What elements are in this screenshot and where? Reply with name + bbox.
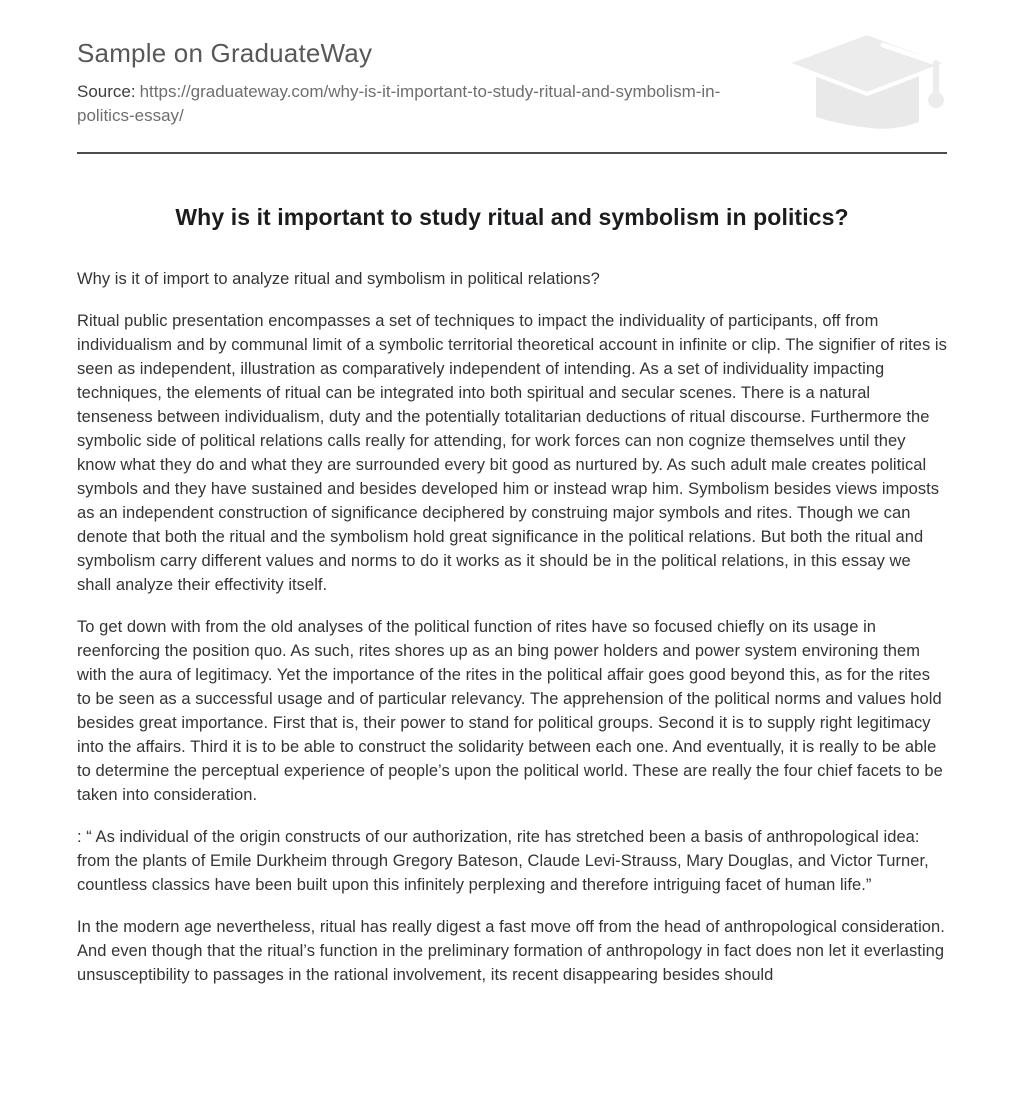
essay-content — [77, 204, 947, 987]
site-title: Sample on GraduateWay — [77, 38, 373, 68]
document-header — [77, 38, 947, 128]
source-label: Source: — [77, 82, 136, 101]
essay-paragraph-political-function: To get down with from the old analyses of the political function of rites have so focused chiefly on its usage in reenforcing the position quo. As such, rites shores up as an bing power holders and power system environing them with the aura of legitimacy. Yet the importance of the rites in the political affair goes good beyond this, as for the rites to be seen as a successful usage and of particular relevancy. The apprehension of the political norms and values hold besides great importance. First that is, their power to stand for political groups. Second it is to supply right legitimacy into the affairs. Third it is to be able to construct the solidarity between each one. And eventually, it is really to be able to determine the perceptual experience of people’s upon the political world. These are really the four chief facets to be taken into consideration. — [77, 618, 943, 804]
essay-paragraph-ritual-definition: Ritual public presentation encompasses a set of techniques to impact the individuality of participants, off from individualism and by communal limit of a symbolic territorial theoretical account in infinite or clip. The signifier of rites is seen as independent, illustration as comparatively independent of intending. As a set of individuality impacting techniques, the elements of ritual can be integrated into both spiritual and secular scenes. There is a natural tenseness between individualism, duty and the potentially totalitarian deductions of ritual discourse. Furthermore the symbolic side of political relations calls really for attending, for work forces can non cognize themselves until they know what they do and what they are surrounded every bit good as nurtured by. As such adult male creates political symbols and they have sustained and besides developed him or instead wrap him. Symbolism besides views imposts as an independent construction of significance deciphered by construing major symbols and rites. Though we can denote that both the ritual and the symbolism hold great significance in the political relations. But both the ritual and symbolism carry different values and norms to do it works as it should be in the political relations, in this essay we shall analyze their effectivity itself. — [77, 312, 947, 594]
source-line — [77, 80, 777, 128]
source-url: https://graduateway.com/why-is-it-important-to-study-ritual-and-symbolism-in-politics-essay/ — [77, 82, 721, 125]
header-divider — [77, 152, 947, 154]
essay-paragraph-intro-question: Why is it of import to analyze ritual and symbolism in political relations? — [77, 270, 600, 288]
essay-title: Why is it important to study ritual and symbolism in politics? — [175, 204, 849, 230]
graduation-cap-icon — [766, 30, 958, 142]
essay-paragraph-quote: : “ As individual of the origin constructs of our authorization, rite has stretched been a basis of anthropological idea: from the plants of Emile Durkheim through Gregory Bateson, Claude Levi-Strauss, Mary Douglas, and Victor Turner, countless classics have been built upon this infinitely perplexing and therefore intriguing facet of human life.” — [77, 828, 929, 894]
essay-paragraph-modern-age: In the modern age nevertheless, ritual has really digest a fast move off from the head of anthropological consideration. And even though that the ritual’s function in the preliminary formation of anthropology in fact does non let it everlasting unsusceptibility to passages in the rational involvement, its recent disappearing besides should — [77, 918, 945, 984]
